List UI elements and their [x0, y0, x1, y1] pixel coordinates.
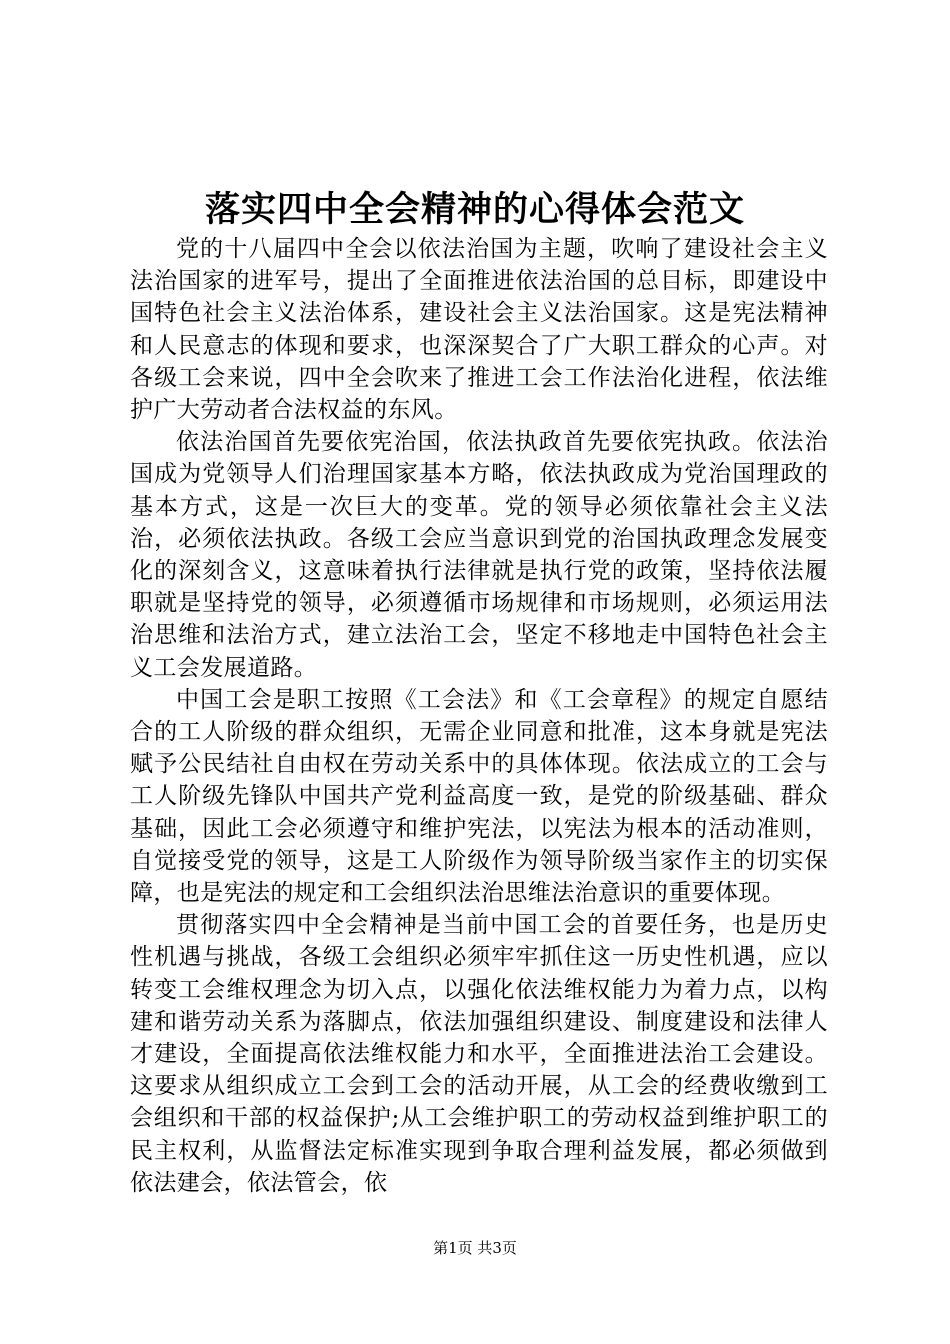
paragraph-4: 贯彻落实四中全会精神是当前中国工会的首要任务，也是历史性机遇与挑战，各级工会组织必须牢牢抓住这一历史性机遇，应以转变工会维权理念为切入点，以强化依法维权能力为着力点，以构建和谐劳动关系为落脚点，依法加强组织建设、制度建设和法律人才建设，全面提高依法维权能力和水平，全面推进法治工会建设。这要求从组织成立工会到工会的活动开展，从工会的经费收缴到工会组织和干部的权益保护;从工会维护职工的劳动权益到维护职工的民主权利，从监督法定标准实现到争取合理利益发展，都必须做到依法建会，依法管会，依 — [130, 912, 828, 1196]
document-title: 落实四中全会精神的心得体会范文 — [204, 189, 745, 230]
page-number-footer: 第1页 共3页 — [433, 1239, 517, 1257]
paragraph-3: 中国工会是职工按照《工会法》和《工会章程》的规定自愿结合的工人阶级的群众组织，无需企业同意和批准，这本身就是宪法赋予公民结社自由权在劳动关系中的具体体现。依法成立的工会与工人阶级先锋队中国共产党利益高度一致，是党的阶级基础、群众基础，因此工会必须遵守和维护宪法，以宪法为根本的活动准则，自觉接受党的领导，这是工人阶级作为领导阶级当家作主的切实保障，也是宪法的规定和工会组织法治思维法治意识的重要体现。 — [130, 686, 828, 907]
paragraph-2: 依法治国首先要依宪治国，依法执政首先要依宪执政。依法治国成为党领导人们治理国家基本方略，依法执政成为党治国理政的基本方式，这是一次巨大的变革。党的领导必须依靠社会主义法治，必须依法执政。各级工会应当意识到党的治国执政理念发展变化的深刻含义，这意味着执行法律就是执行党的政策，坚持依法履职就是坚持党的领导，必须遵循市场规律和市场规则，必须运用法治思维和法治方式，建立法治工会，坚定不移地走中国特色社会主义工会发展道路。 — [130, 429, 828, 681]
paragraph-1: 党的十八届四中全会以依法治国为主题，吹响了建设社会主义法治国家的进军号，提出了全面推进依法治国的总目标，即建设中国特色社会主义法治体系，建设社会主义法治国家。这是宪法精神和人民意志的体现和要求，也深深契合了广大职工群众的心声。对各级工会来说，四中全会吹来了推进工会工作法治化进程，依法维护广大劳动者合法权益的东风。 — [130, 236, 828, 424]
document-body — [130, 233, 828, 1199]
